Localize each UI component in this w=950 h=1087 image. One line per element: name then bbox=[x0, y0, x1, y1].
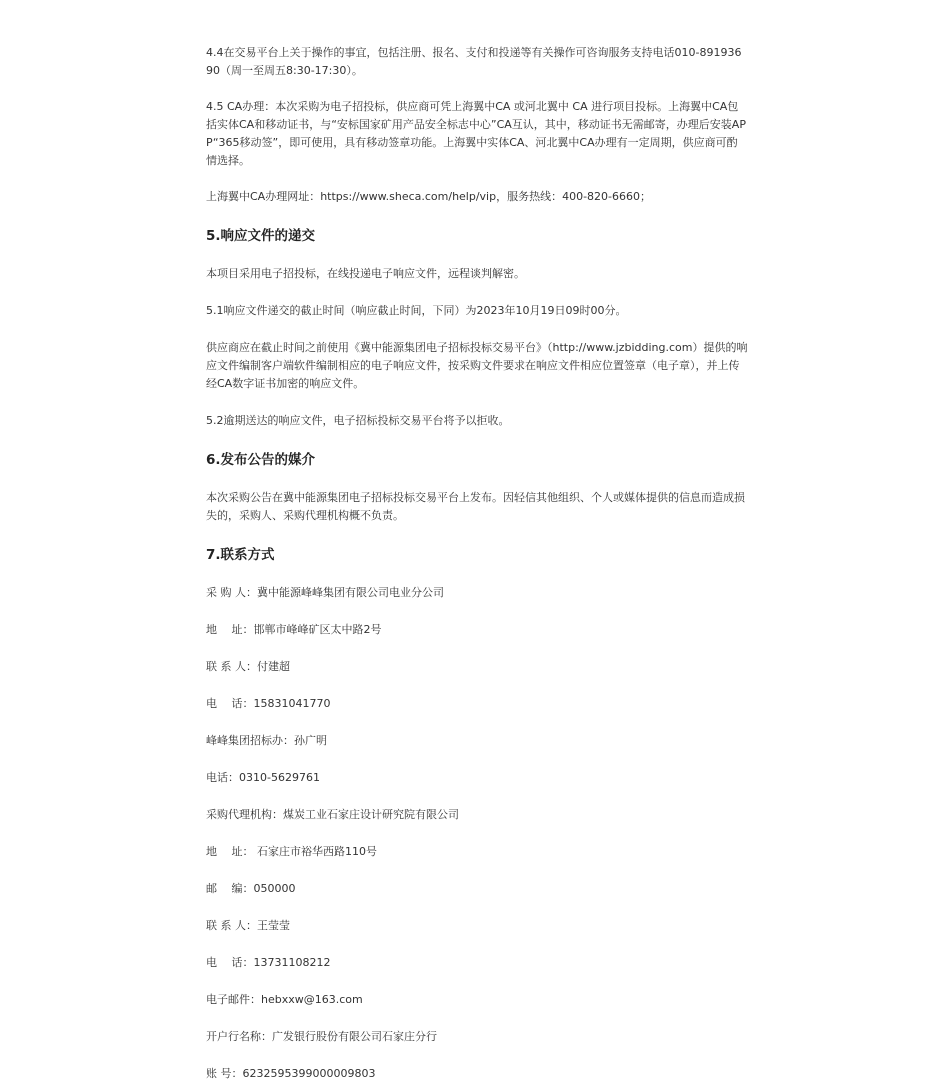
contact-bid-office: 峰峰集团招标办：孙广明 bbox=[206, 734, 327, 747]
contact-agency-person: 联 系 人：王莹莹 bbox=[206, 919, 290, 932]
contact-purchaser-address: 地 址：邯郸市峰峰矿区太中路2号 bbox=[206, 623, 382, 636]
heading-section-5: 5.响应文件的递交 bbox=[206, 228, 316, 244]
contact-bank-account: 账 号：6232595399000009803 bbox=[206, 1067, 376, 1080]
contact-agency-postcode: 邮 编：050000 bbox=[206, 882, 296, 895]
contact-purchaser: 采 购 人：冀中能源峰峰集团有限公司电业分公司 bbox=[206, 586, 444, 599]
paragraph-5-1: 5.1响应文件递交的截止时间（响应截止时间，下同）为2023年10月19日09时00分。 bbox=[206, 304, 627, 317]
paragraph-ca-url: 上海翼中CA办理网址：https://www.sheca.com/help/vip，服务热线：400-820-6660； bbox=[206, 190, 652, 203]
contact-bid-office-phone: 电话：0310-5629761 bbox=[206, 771, 320, 784]
document-body bbox=[206, 44, 748, 1083]
paragraph-4-5-ca: 4.5 CA办理：本次采购为电子招投标，供应商可凭上海翼中CA 或河北翼中 CA 进行项目投标。上海翼中CA包括实体CA和移动证书，与“安标国家矿用产品安全标志中心”CA互认，其中，移动证书无需邮寄，办理后安装APP“365移动签”，即可使用，具有移动签章功能。上海翼中实体CA、河北翼中CA办理有一定周期，供应商可酌情选择。 bbox=[206, 100, 746, 167]
paragraph-6: 本次采购公告在冀中能源集团电子招标投标交易平台上发布。因轻信其他组织、个人或媒体提供的信息而造成损失的，采购人、采购代理机构概不负责。 bbox=[206, 491, 745, 522]
contact-agency-address: 地 址： 石家庄市裕华西路110号 bbox=[206, 845, 377, 858]
paragraph-5-1-detail: 供应商应在截止时间之前使用《冀中能源集团电子招标投标交易平台》（http://www.jzbidding.com）提供的响应文件编制客户端软件编制相应的电子响应文件，按采购文件要求在响应文件相应位置签章（电子章），并上传经CA数字证书加密的响应文件。 bbox=[206, 341, 748, 390]
contact-purchaser-phone: 电 话：15831041770 bbox=[206, 697, 331, 710]
paragraph-4-4: 4.4在交易平台上关于操作的事宜，包括注册、报名、支付和投递等有关操作可咨询服务支持电话010-89193690（周一至周五8:30-17:30）。 bbox=[206, 46, 742, 77]
paragraph-5-2: 5.2逾期送达的响应文件，电子招标投标交易平台将予以拒收。 bbox=[206, 414, 510, 427]
paragraph-5-intro: 本项目采用电子招投标，在线投递电子响应文件，远程谈判解密。 bbox=[206, 267, 525, 280]
contact-agency: 采购代理机构：煤炭工业石家庄设计研究院有限公司 bbox=[206, 808, 459, 821]
contact-bank-name: 开户行名称：广发银行股份有限公司石家庄分行 bbox=[206, 1030, 437, 1043]
contact-agency-email: 电子邮件：hebxxw@163.com bbox=[206, 993, 363, 1006]
contact-purchaser-person: 联 系 人：付建超 bbox=[206, 660, 290, 673]
heading-section-7: 7.联系方式 bbox=[206, 547, 275, 563]
heading-section-6: 6.发布公告的媒介 bbox=[206, 452, 316, 468]
contact-agency-phone: 电 话：13731108212 bbox=[206, 956, 331, 969]
